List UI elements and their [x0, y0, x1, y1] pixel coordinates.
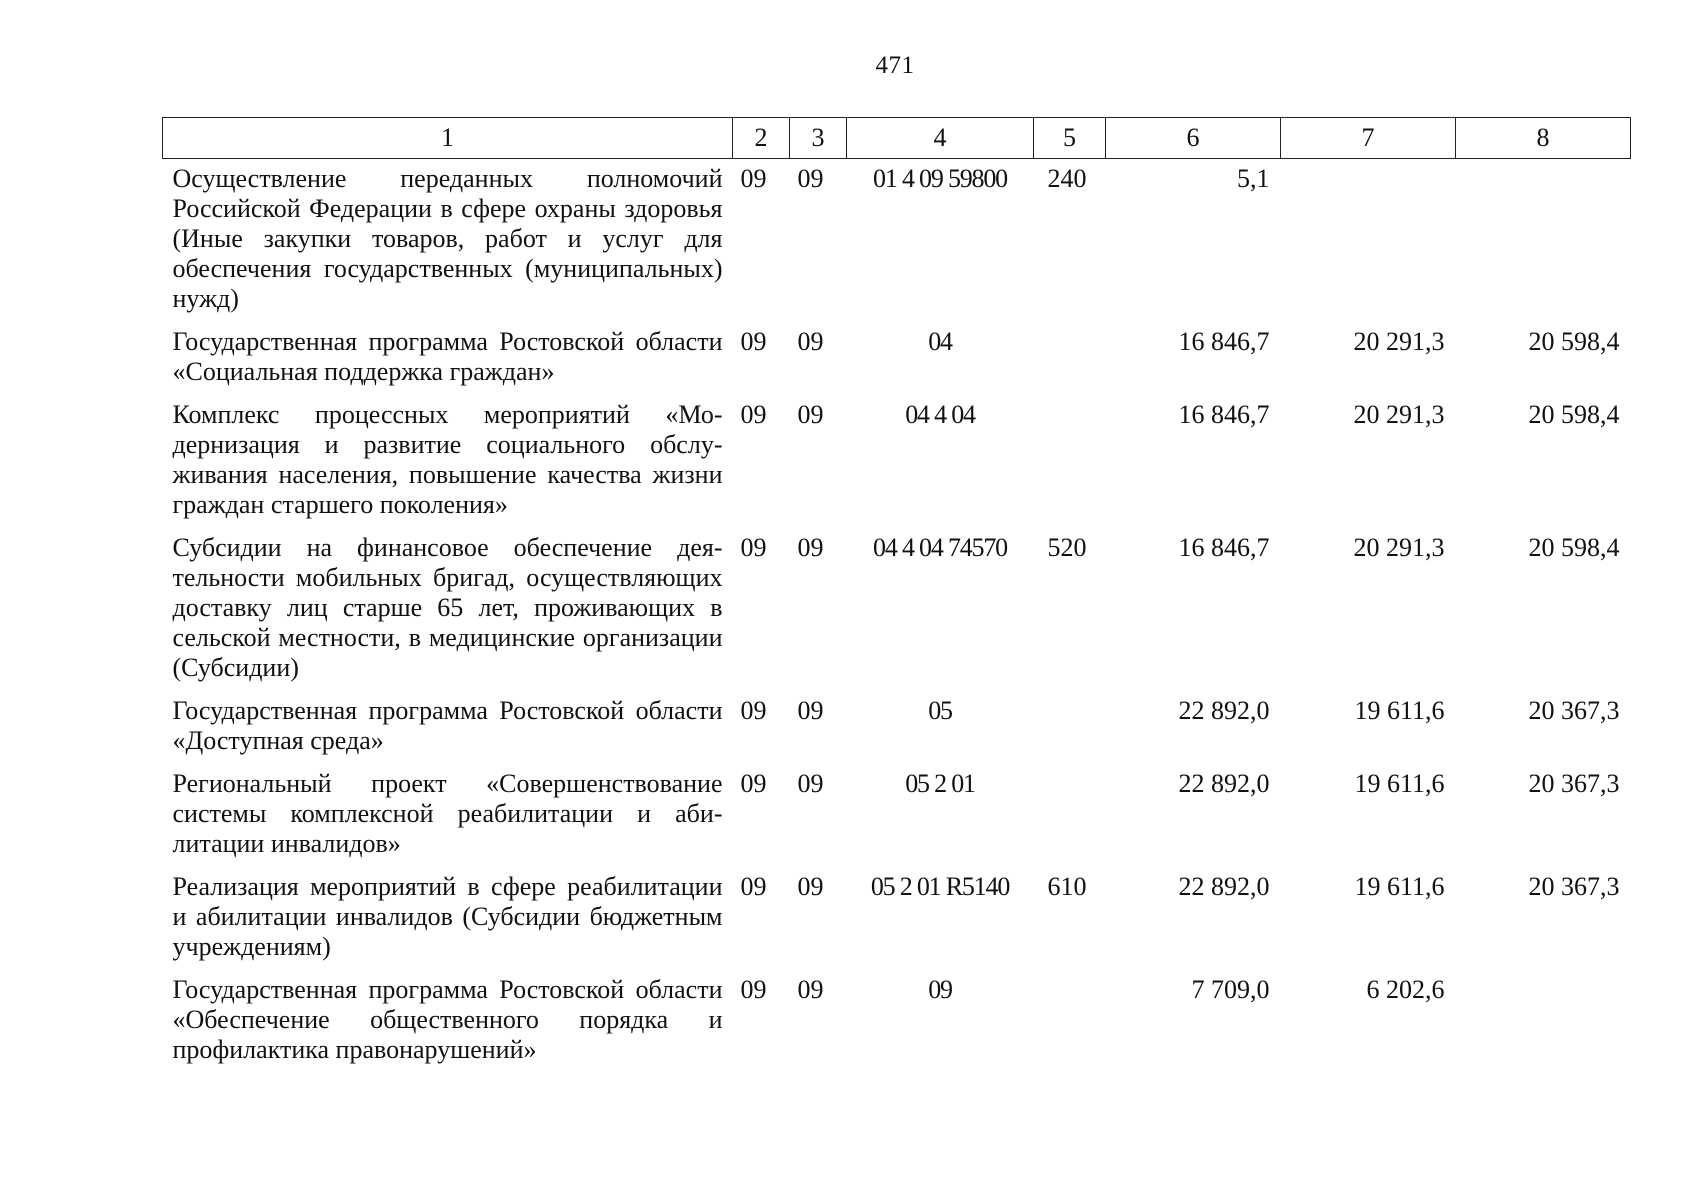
target-article-code: 05 2 01 R5140	[870, 872, 1010, 901]
expense-type-code	[1034, 764, 1106, 867]
target-article-code: 01 4 09 59800	[873, 164, 1007, 193]
amount-year-1: 5,1	[1237, 164, 1270, 193]
expense-type-code	[1034, 395, 1106, 528]
column-header-7: 7	[1281, 118, 1456, 159]
amount-year-3	[1456, 970, 1631, 1073]
table-row	[163, 322, 1631, 395]
column-header-3: 3	[790, 118, 847, 159]
budget-table	[162, 117, 1631, 1073]
column-header-5: 5	[1034, 118, 1106, 159]
amount-year-1: 22 892,0	[1178, 696, 1270, 725]
section-code: 09	[740, 533, 767, 562]
amount-year-2: 19 611,6	[1354, 769, 1445, 798]
amount-year-3: 20 598,4	[1528, 400, 1620, 429]
subsection-code: 09	[797, 975, 824, 1004]
amount-year-3: 20 367,3	[1528, 696, 1620, 725]
expense-type-code	[1034, 691, 1106, 764]
amount-year-1: 16 846,7	[1178, 327, 1270, 356]
amount-year-1: 22 892,0	[1178, 872, 1270, 901]
item-name: Субсидии на финансовое обеспечение деятельности мобильных бригад, осуществляющих доставку лиц старше 65 лет, проживающих в сельской местности, в медицинские организации (Субсидии)	[172, 533, 723, 682]
item-name: Государственная программа Ростовской области «Доступная среда»	[172, 696, 723, 755]
table-row	[163, 159, 1631, 323]
amount-year-3: 20 367,3	[1528, 872, 1620, 901]
amount-year-2	[1281, 159, 1456, 323]
amount-year-3: 20 598,4	[1528, 533, 1620, 562]
amount-year-2: 20 291,3	[1353, 327, 1445, 356]
table-row	[163, 528, 1631, 691]
subsection-code: 09	[797, 327, 824, 356]
amount-year-2: 6 202,6	[1366, 975, 1445, 1004]
section-code: 09	[740, 769, 767, 798]
section-code: 09	[740, 872, 767, 901]
target-article-code: 04	[928, 327, 952, 356]
amount-year-3: 20 598,4	[1528, 327, 1620, 356]
amount-year-3	[1456, 159, 1631, 323]
table-row	[163, 691, 1631, 764]
column-header-1: 1	[163, 118, 733, 159]
table-row	[163, 764, 1631, 867]
table-header	[163, 118, 1631, 159]
amount-year-2: 19 611,6	[1354, 696, 1445, 725]
target-article-code: 05	[928, 696, 952, 725]
expense-type-code	[1034, 322, 1106, 395]
column-header-4: 4	[847, 118, 1034, 159]
table-row	[163, 970, 1631, 1073]
section-code: 09	[740, 164, 767, 193]
amount-year-2: 20 291,3	[1353, 400, 1445, 429]
section-code: 09	[740, 400, 767, 429]
item-name: Государственная программа Ростовской области «Обеспечение общественного порядка и профилактика правонарушений»	[172, 975, 723, 1064]
amount-year-1: 7 709,0	[1191, 975, 1270, 1004]
expense-type-code: 240	[1047, 164, 1087, 193]
expense-type-code	[1034, 970, 1106, 1073]
section-code: 09	[740, 327, 767, 356]
amount-year-2: 19 611,6	[1354, 872, 1445, 901]
target-article-code: 04 4 04	[905, 400, 975, 429]
column-header-2: 2	[733, 118, 790, 159]
subsection-code: 09	[797, 400, 824, 429]
column-header-8: 8	[1456, 118, 1631, 159]
table-body	[163, 159, 1631, 1074]
amount-year-1: 22 892,0	[1178, 769, 1270, 798]
section-code: 09	[740, 975, 767, 1004]
subsection-code: 09	[797, 164, 824, 193]
table-row	[163, 395, 1631, 528]
subsection-code: 09	[797, 533, 824, 562]
header-row	[163, 118, 1631, 159]
amount-year-1: 16 846,7	[1178, 400, 1270, 429]
amount-year-3: 20 367,3	[1528, 769, 1620, 798]
page-number: 471	[875, 52, 915, 79]
section-code: 09	[740, 696, 767, 725]
amount-year-1: 16 846,7	[1178, 533, 1270, 562]
column-header-6: 6	[1106, 118, 1281, 159]
item-name: Комплекс процессных мероприятий «Модернизация и развитие социального обслуживания населения, повышение качества жизни граждан старшего поколения»	[172, 400, 723, 519]
subsection-code: 09	[797, 769, 824, 798]
table-row	[163, 867, 1631, 970]
item-name: Осуществление переданных полномочий Российской Федерации в сфере охраны здоровья (Иные закупки товаров, работ и услуг для обеспечения государственных (муниципальных) нужд)	[172, 164, 723, 313]
expense-type-code: 610	[1047, 872, 1087, 901]
target-article-code: 09	[928, 975, 952, 1004]
item-name: Региональный проект «Совершенствование системы комплексной реабилитации и абилитации инвалидов»	[172, 769, 723, 858]
amount-year-2: 20 291,3	[1353, 533, 1445, 562]
subsection-code: 09	[797, 696, 824, 725]
item-name: Государственная программа Ростовской области «Социальная поддержка граждан»	[172, 327, 723, 386]
item-name: Реализация мероприятий в сфере реабилитации и абилитации инвалидов (Субсидии бюджетным учреждениям)	[172, 872, 723, 961]
target-article-code: 04 4 04 74570	[873, 533, 1007, 562]
expense-type-code: 520	[1047, 533, 1087, 562]
target-article-code: 05 2 01	[905, 769, 975, 798]
subsection-code: 09	[797, 872, 824, 901]
